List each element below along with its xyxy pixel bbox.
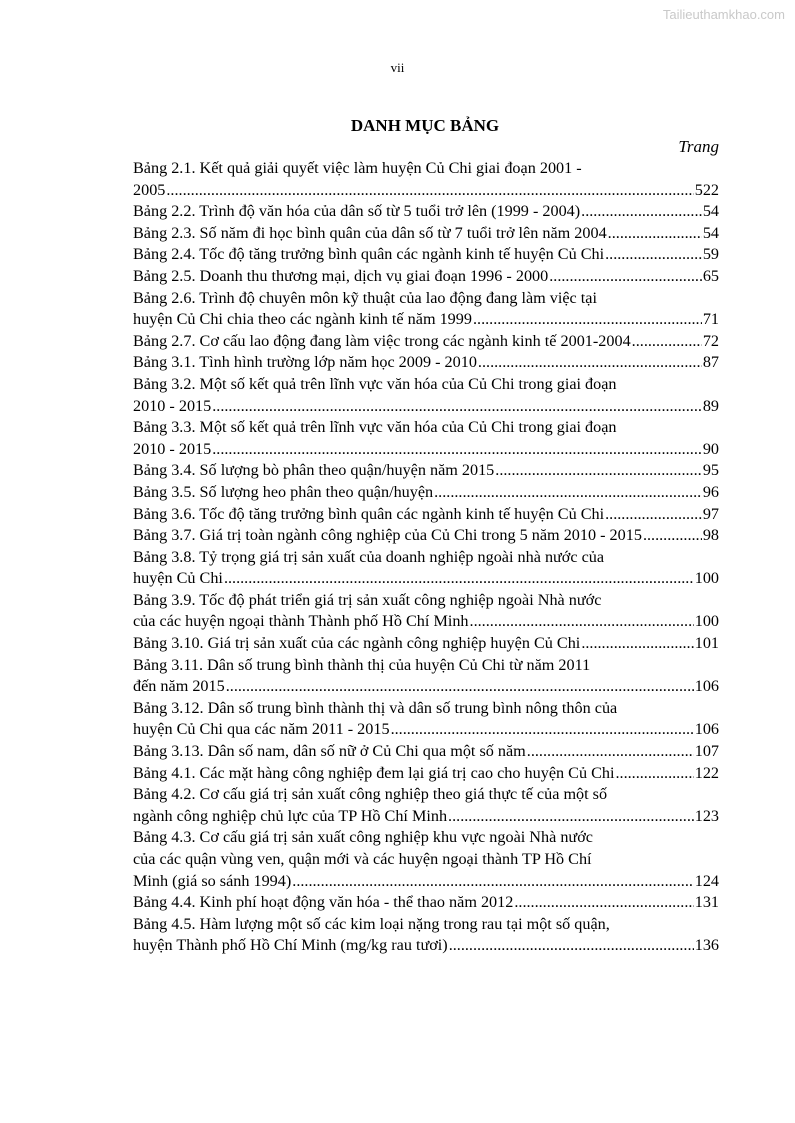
toc-entry-text: Bảng 3.8. Tỷ trọng giá trị sản xuất của doanh nghiệp ngoài nhà nước của bbox=[133, 547, 605, 566]
toc-entry-text: Bảng 2.2. Trình độ văn hóa của dân số từ 5 tuổi trở lên (1999 - 2004) bbox=[133, 202, 581, 221]
page-title: DANH MỤC BẢNG bbox=[350, 116, 500, 135]
toc-entry-text: Bảng 3.5. Số lượng heo phân theo quận/huyện bbox=[133, 482, 434, 501]
toc-entry-line bbox=[133, 525, 719, 547]
toc-entry-line bbox=[133, 374, 719, 396]
page-column-label: Trang bbox=[678, 137, 719, 156]
toc-entry[interactable] bbox=[133, 201, 719, 223]
dot-leader bbox=[212, 439, 702, 461]
toc-entry-page: 72 bbox=[702, 331, 719, 350]
toc-entry-line bbox=[133, 417, 719, 439]
dot-leader bbox=[615, 763, 693, 785]
toc-entry-line bbox=[133, 331, 719, 353]
dot-leader bbox=[449, 935, 694, 957]
toc-entry-page: 100 bbox=[694, 569, 719, 588]
toc-entry[interactable] bbox=[133, 504, 719, 526]
dot-leader bbox=[224, 568, 694, 590]
toc-entry-text: Bảng 2.4. Tốc độ tăng trưởng bình quân các ngành kinh tế huyện Củ Chi bbox=[133, 245, 605, 264]
toc-entry-page: 122 bbox=[694, 763, 719, 782]
toc-entry[interactable] bbox=[133, 698, 719, 741]
toc-entry-line bbox=[133, 698, 719, 720]
toc-entry-page: 71 bbox=[702, 310, 719, 329]
toc-entry-text: Bảng 4.4. Kinh phí hoạt động văn hóa - thể thao năm 2012 bbox=[133, 893, 514, 912]
toc-entry-page: 100 bbox=[694, 612, 719, 631]
toc-entry-line bbox=[133, 396, 719, 418]
dot-leader bbox=[549, 266, 702, 288]
toc-entry[interactable] bbox=[133, 655, 719, 698]
dot-leader bbox=[478, 352, 702, 374]
toc-entry-line bbox=[133, 892, 719, 914]
dot-leader bbox=[473, 309, 702, 331]
toc-entry-page: 95 bbox=[702, 461, 719, 480]
toc-entry-text: Bảng 4.5. Hàm lượng một số các kim loại nặng trong rau tại một số quận, bbox=[133, 914, 610, 933]
toc-entry-text: Bảng 3.3. Một số kết quả trên lĩnh vực văn hóa của Củ Chi trong giai đoạn bbox=[133, 418, 617, 437]
toc-entry-line bbox=[133, 763, 719, 785]
dot-leader bbox=[632, 331, 702, 353]
dot-leader bbox=[608, 223, 702, 245]
toc-entry-page: 136 bbox=[694, 936, 719, 955]
toc-entry[interactable] bbox=[133, 914, 719, 957]
toc-entry-page: 97 bbox=[702, 504, 719, 523]
toc-entry[interactable] bbox=[133, 590, 719, 633]
toc-entry[interactable] bbox=[133, 288, 719, 331]
dot-leader bbox=[581, 201, 702, 223]
toc-entry-page: 107 bbox=[694, 742, 719, 761]
toc-entry[interactable] bbox=[133, 633, 719, 655]
toc-entry-text: Bảng 4.3. Cơ cấu giá trị sản xuất công nghiệp khu vực ngoài Nhà nước bbox=[133, 828, 593, 847]
toc-entry-text: huyện Củ Chi chia theo các ngành kinh tế năm 1999 bbox=[133, 310, 472, 329]
toc-entry-text: Bảng 3.10. Giá trị sản xuất của các ngành công nghiệp huyện Củ Chi bbox=[133, 634, 581, 653]
toc-entry-line bbox=[133, 439, 719, 461]
toc-entry-line bbox=[133, 590, 719, 612]
toc-entry-text: Bảng 4.1. Các mặt hàng công nghiệp đem lại giá trị cao cho huyện Củ Chi bbox=[133, 763, 615, 782]
dot-leader bbox=[166, 180, 693, 202]
toc-entry-text: 2010 - 2015 bbox=[133, 439, 212, 458]
toc-entry-line bbox=[133, 914, 719, 936]
toc-entry-text: Bảng 3.6. Tốc độ tăng trưởng bình quân các ngành kinh tế huyện Củ Chi bbox=[133, 504, 605, 523]
toc-entry[interactable] bbox=[133, 460, 719, 482]
dot-leader bbox=[605, 244, 702, 266]
toc-entry-text: ngành công nghiệp chủ lực của TP Hồ Chí Minh bbox=[133, 806, 448, 825]
toc-entry-text: của các quận vùng ven, quận mới và các huyện ngoại thành TP Hồ Chí bbox=[133, 850, 592, 868]
toc-entry-page: 96 bbox=[702, 482, 719, 501]
toc-entry-line bbox=[133, 158, 719, 180]
toc-entry[interactable] bbox=[133, 158, 719, 201]
dot-leader bbox=[434, 482, 702, 504]
toc-entry[interactable] bbox=[133, 374, 719, 417]
toc-entry-text: huyện Củ Chi qua các năm 2011 - 2015 bbox=[133, 720, 390, 739]
toc-entry-line bbox=[133, 676, 719, 698]
dot-leader bbox=[448, 806, 694, 828]
toc-entry-text: của các huyện ngoại thành Thành phố Hồ Chí Minh bbox=[133, 612, 469, 631]
toc-entry-page: 59 bbox=[702, 245, 719, 264]
toc-entry-text: huyện Thành phố Hồ Chí Minh (mg/kg rau tươi) bbox=[133, 936, 448, 955]
dot-leader bbox=[643, 525, 702, 547]
toc-entry[interactable] bbox=[133, 266, 719, 288]
toc-entry-text: Bảng 3.7. Giá trị toàn ngành công nghiệp của Củ Chi trong 5 năm 2010 - 2015 bbox=[133, 526, 642, 545]
toc-entry-line bbox=[133, 741, 719, 763]
toc-entry-line bbox=[133, 806, 719, 828]
toc-entry-text: Bảng 3.11. Dân số trung bình thành thị của huyện Củ Chi từ năm 2011 bbox=[133, 655, 591, 674]
toc-entry-text: 2005 bbox=[133, 180, 166, 199]
toc-entry-line bbox=[133, 482, 719, 504]
toc-entry-line bbox=[133, 352, 719, 374]
toc-entry-line bbox=[133, 719, 719, 741]
toc-entry-page: 87 bbox=[702, 353, 719, 372]
toc-entry-page: 522 bbox=[694, 180, 719, 199]
toc-entry[interactable] bbox=[133, 741, 719, 763]
toc-entry-line bbox=[133, 309, 719, 331]
dot-leader bbox=[581, 633, 693, 655]
toc-entry-line bbox=[133, 655, 719, 677]
toc-entry-text: 2010 - 2015 bbox=[133, 396, 212, 415]
toc-entry-line bbox=[133, 633, 719, 655]
toc-entry-line bbox=[133, 568, 719, 590]
toc-entry-page: 106 bbox=[694, 677, 719, 696]
toc-entry-line bbox=[133, 784, 719, 806]
toc-entry-text: Bảng 3.4. Số lượng bò phân theo quận/huyện năm 2015 bbox=[133, 461, 495, 480]
toc-entry-text: Bảng 2.1. Kết quả giải quyết việc làm huyện Củ Chi giai đoạn 2001 - bbox=[133, 159, 582, 177]
toc-entry[interactable] bbox=[133, 784, 719, 827]
toc-entry-text: đến năm 2015 bbox=[133, 677, 225, 696]
toc-entry-text: Bảng 3.9. Tốc độ phát triển giá trị sản xuất công nghiệp ngoài Nhà nước bbox=[133, 590, 602, 609]
toc-entry-line bbox=[133, 871, 719, 893]
toc-entry-line bbox=[133, 611, 719, 633]
toc-entry[interactable] bbox=[133, 525, 719, 547]
toc-entry-text: Bảng 3.2. Một số kết quả trên lĩnh vực văn hóa của Củ Chi trong giai đoạn bbox=[133, 374, 617, 393]
toc-entry-page: 123 bbox=[694, 806, 719, 825]
toc-entry-text: Bảng 3.12. Dân số trung bình thành thị và dân số trung bình nông thôn của bbox=[133, 698, 618, 717]
toc-entry-text: Bảng 2.5. Doanh thu thương mại, dịch vụ giai đoạn 1996 - 2000 bbox=[133, 266, 549, 285]
table-list bbox=[133, 158, 719, 957]
toc-entry[interactable] bbox=[133, 331, 719, 353]
dot-leader bbox=[495, 460, 702, 482]
dot-leader bbox=[470, 611, 694, 633]
toc-entry-text: Bảng 3.1. Tình hình trường lớp năm học 2009 - 2010 bbox=[133, 353, 477, 372]
toc-entry[interactable] bbox=[133, 482, 719, 504]
toc-entry-page: 54 bbox=[702, 202, 719, 221]
toc-entry[interactable] bbox=[133, 417, 719, 460]
toc-entry-line bbox=[133, 935, 719, 957]
toc-entry-line bbox=[133, 849, 719, 871]
page-number: vii bbox=[390, 60, 405, 75]
toc-entry-line bbox=[133, 223, 719, 245]
toc-entry-page: 124 bbox=[694, 871, 719, 890]
dot-leader bbox=[605, 504, 702, 526]
toc-entry-text: Bảng 2.7. Cơ cấu lao động đang làm việc trong các ngành kinh tế 2001-2004 bbox=[133, 331, 631, 350]
toc-entry-page: 90 bbox=[702, 439, 719, 458]
dot-leader bbox=[527, 741, 694, 763]
toc-entry-text: Bảng 2.3. Số năm đi học bình quân của dân số từ 7 tuổi trở lên năm 2004 bbox=[133, 223, 607, 242]
toc-entry-line bbox=[133, 244, 719, 266]
toc-entry[interactable] bbox=[133, 827, 719, 892]
toc-entry-page: 101 bbox=[694, 634, 719, 653]
toc-entry-text: Minh (giá so sánh 1994) bbox=[133, 871, 292, 890]
toc-entry-page: 54 bbox=[702, 223, 719, 242]
toc-entry-text: Bảng 3.13. Dân số nam, dân số nữ ở Củ Chi qua một số năm bbox=[133, 742, 526, 761]
toc-entry[interactable] bbox=[133, 892, 719, 914]
toc-entry-text: Bảng 2.6. Trình độ chuyên môn kỹ thuật của lao động đang làm việc tại bbox=[133, 288, 597, 307]
toc-entry-page: 89 bbox=[702, 396, 719, 415]
toc-entry-line bbox=[133, 266, 719, 288]
toc-entry-line bbox=[133, 504, 719, 526]
dot-leader bbox=[226, 676, 694, 698]
toc-entry-line bbox=[133, 180, 719, 202]
toc-entry-page: 65 bbox=[702, 266, 719, 285]
toc-entry-page: 106 bbox=[694, 720, 719, 739]
toc-entry[interactable] bbox=[133, 547, 719, 590]
toc-entry[interactable] bbox=[133, 223, 719, 245]
toc-entry-text: Bảng 4.2. Cơ cấu giá trị sản xuất công nghiệp theo giá thực tế của một số bbox=[133, 785, 608, 804]
toc-entry-line bbox=[133, 288, 719, 310]
toc-entry-line bbox=[133, 201, 719, 223]
toc-entry-text: huyện Củ Chi bbox=[133, 569, 223, 588]
toc-entry-page: 131 bbox=[694, 893, 719, 912]
dot-leader bbox=[391, 719, 694, 741]
toc-entry[interactable] bbox=[133, 244, 719, 266]
toc-entry-line bbox=[133, 460, 719, 482]
toc-entry[interactable] bbox=[133, 763, 719, 785]
toc-entry-line bbox=[133, 827, 719, 849]
toc-entry[interactable] bbox=[133, 352, 719, 374]
dot-leader bbox=[514, 892, 693, 914]
watermark-text: Tailieuthamkhao.com bbox=[662, 7, 785, 22]
toc-entry-page: 98 bbox=[702, 526, 719, 545]
toc-entry-line bbox=[133, 547, 719, 569]
dot-leader bbox=[292, 871, 693, 893]
dot-leader bbox=[212, 396, 702, 418]
